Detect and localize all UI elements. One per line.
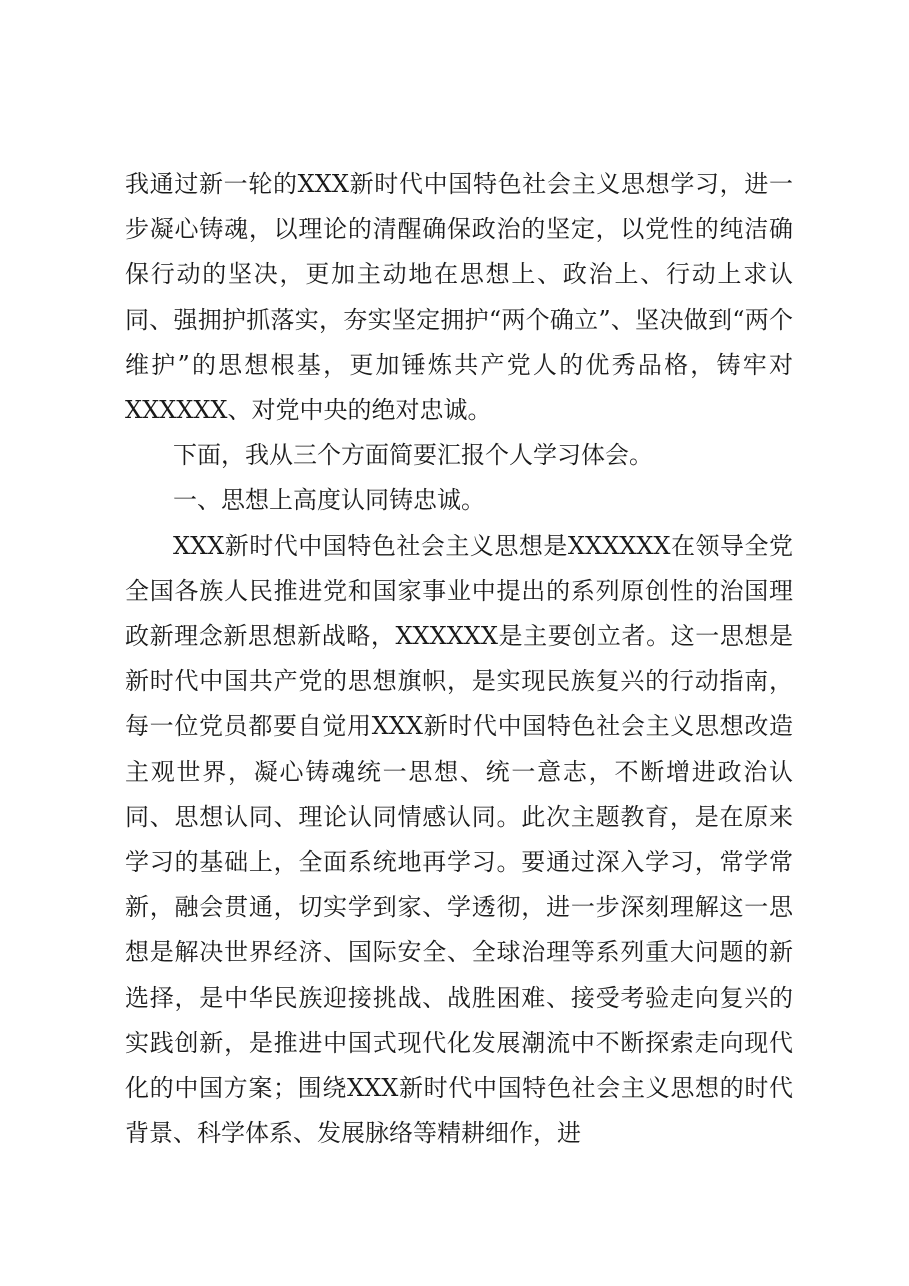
paragraph-section-body: XXX新时代中国特色社会主义思想是XXXXXX在领导全党全国各族人民推进党和国家事业中提出的系列原创性的治国理政新理念新思想新战略，XXXXXX是主要创立者。这一思想是新时代中国共产党的思想旗帜，是实现民族复兴的行动指南，每一位党员都要自觉用XXX新时代中国特色社会主义思想改造主观世界，凝心铸魂统一思想、统一意志，不断增进政治认同、思想认同、理论认同情感认同。此次主题教育，是在原来学习的基础上，全面系统地再学习。要通过深入学习，常学常新，融会贯通，切实学到家、学透彻，进一步深刻理解这一思想是解决世界经济、国际安全、全球治理等系列重大问题的新选择，是中华民族迎接挑战、战胜困难、接受考验走向复兴的实践创新，是推进中国式现代化发展潮流中不断探索走向现代化的中国方案；围绕XXX新时代中国特色社会主义思想的时代背景、科学体系、发展脉络等精耕细作，进 (125, 531, 793, 1148)
document-body (125, 162, 793, 1156)
paragraph-continuation: 我通过新一轮的XXX新时代中国特色社会主义思想学习，进一步凝心铸魂，以理论的清醒确保政治的坚定，以党性的纯洁确保行动的坚决，更加主动地在思想上、政治上、行动上求认同、强拥护抓落实，夯实坚定拥护“两个确立”、坚决做到“两个维护”的思想根基，更加锤炼共产党人的优秀品格，铸牢对XXXXXX、对党中央的绝对忠诚。 (125, 170, 793, 425)
section-heading: 一、思想上高度认同铸忠诚。 (173, 486, 485, 515)
paragraph-intro: 下面，我从三个方面简要汇报个人学习体会。 (173, 441, 653, 470)
